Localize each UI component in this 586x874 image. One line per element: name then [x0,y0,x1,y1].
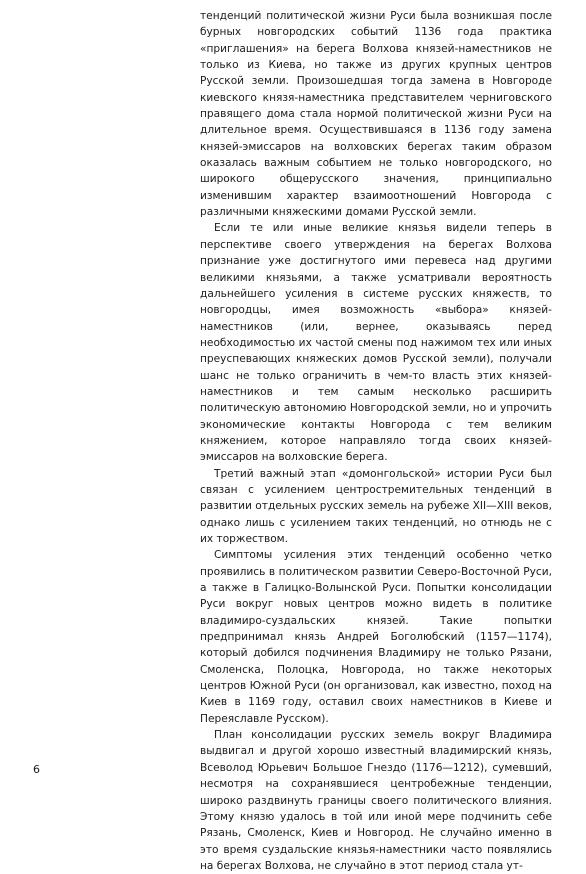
paragraph-4: Симптомы усиления этих тенденций особенно четко проявились в политическом развитии Северо-Восточной Руси, а также в Галицко-Волынской Руси. Попытки консолидации Руси вокруг новых центров можно видеть в политике владимиро-суздальских князей. Такие попытки предпринимал князь Андрей Боголюбский (1157—1174), который добился подчинения Владимиру не только Рязани, Смоленска, Полоцка, Новгорода, но также некоторых центров Южной Руси (он организовал, как известно, поход на Киев в 1169 году, оставил своих наместников в Киеве и Переяславле Русском). [200,549,552,725]
paragraph-1: тенденций политической жизни Руси была возникшая после бурных новгородских событий 1136 года практика «приглашения» на берега Волхова князей-наместников не только из Киева, но также из других крупных центров Русской земли. Произошедшая тогда замена в Новгороде киевского князя-наместника представителем черниговского правящего дома стала нормой политической жизни Руси на длительное время. Осуществившаяся в 1136 году замена князей-эмиссаров на волховских берегах таким образом оказалась важным событием не только новгородского, но широкого общерусского значения, принципиально изменившим характер взаимоотношений Новгорода с различными княжескими домами Русской земли. [200,10,552,219]
paragraph-2: Если те или иные великие князья видели теперь в перспективе своего утверждения на берегах Волхова признание уже достигнутого ими перевеса над другими великими князьями, а также усматривали вероятность дальнейшего усиления в системе русских княжеств, то новгородцы, имея возможность «выбора» князей-наместников (или, вернее, оказываясь перед необходимостью их частой смены под нажимом тех или иных преуспевающих княжеских домов Русской земли), получали шанс не только ограничить в чем-то власть этих князей-наместников и тем самым несколько расширить политическую автономию Новгородской земли, но и упрочить экономические контакты Новгорода с тем великим княжением, которое направляло тогда своих князей-эмиссаров на волховские берега. [200,222,552,464]
page-number: 6 [33,763,40,776]
body-text-column [200,8,552,874]
paragraph-5: План консолидации русских земель вокруг Владимира выдвигал и другой хорошо известный владимирский князь, Всеволод Юрьевич Большое Гнездо (1176—1212), сумевший, несмотря на сохранявшиеся центробежные тенденции, широко раздвинуть границы своего политического влияния. Этому князю удалось в той или иной мере подчинить себе Рязань, Смоленск, Киев и Новгород. Не случайно именно в это время суздальские князья-наместники часто появлялись на берегах Волхова, не случайно в этот период стала ут- [200,729,552,872]
paragraph-3: Третий важный этап «домонгольской» истории Руси был связан с усилением центростремительных тенденций в развитии отдельных русских земель на рубеже XII—XIII веков, однако лишь с усилением таких тенденций, но отнюдь не с их торжеством. [200,467,552,545]
